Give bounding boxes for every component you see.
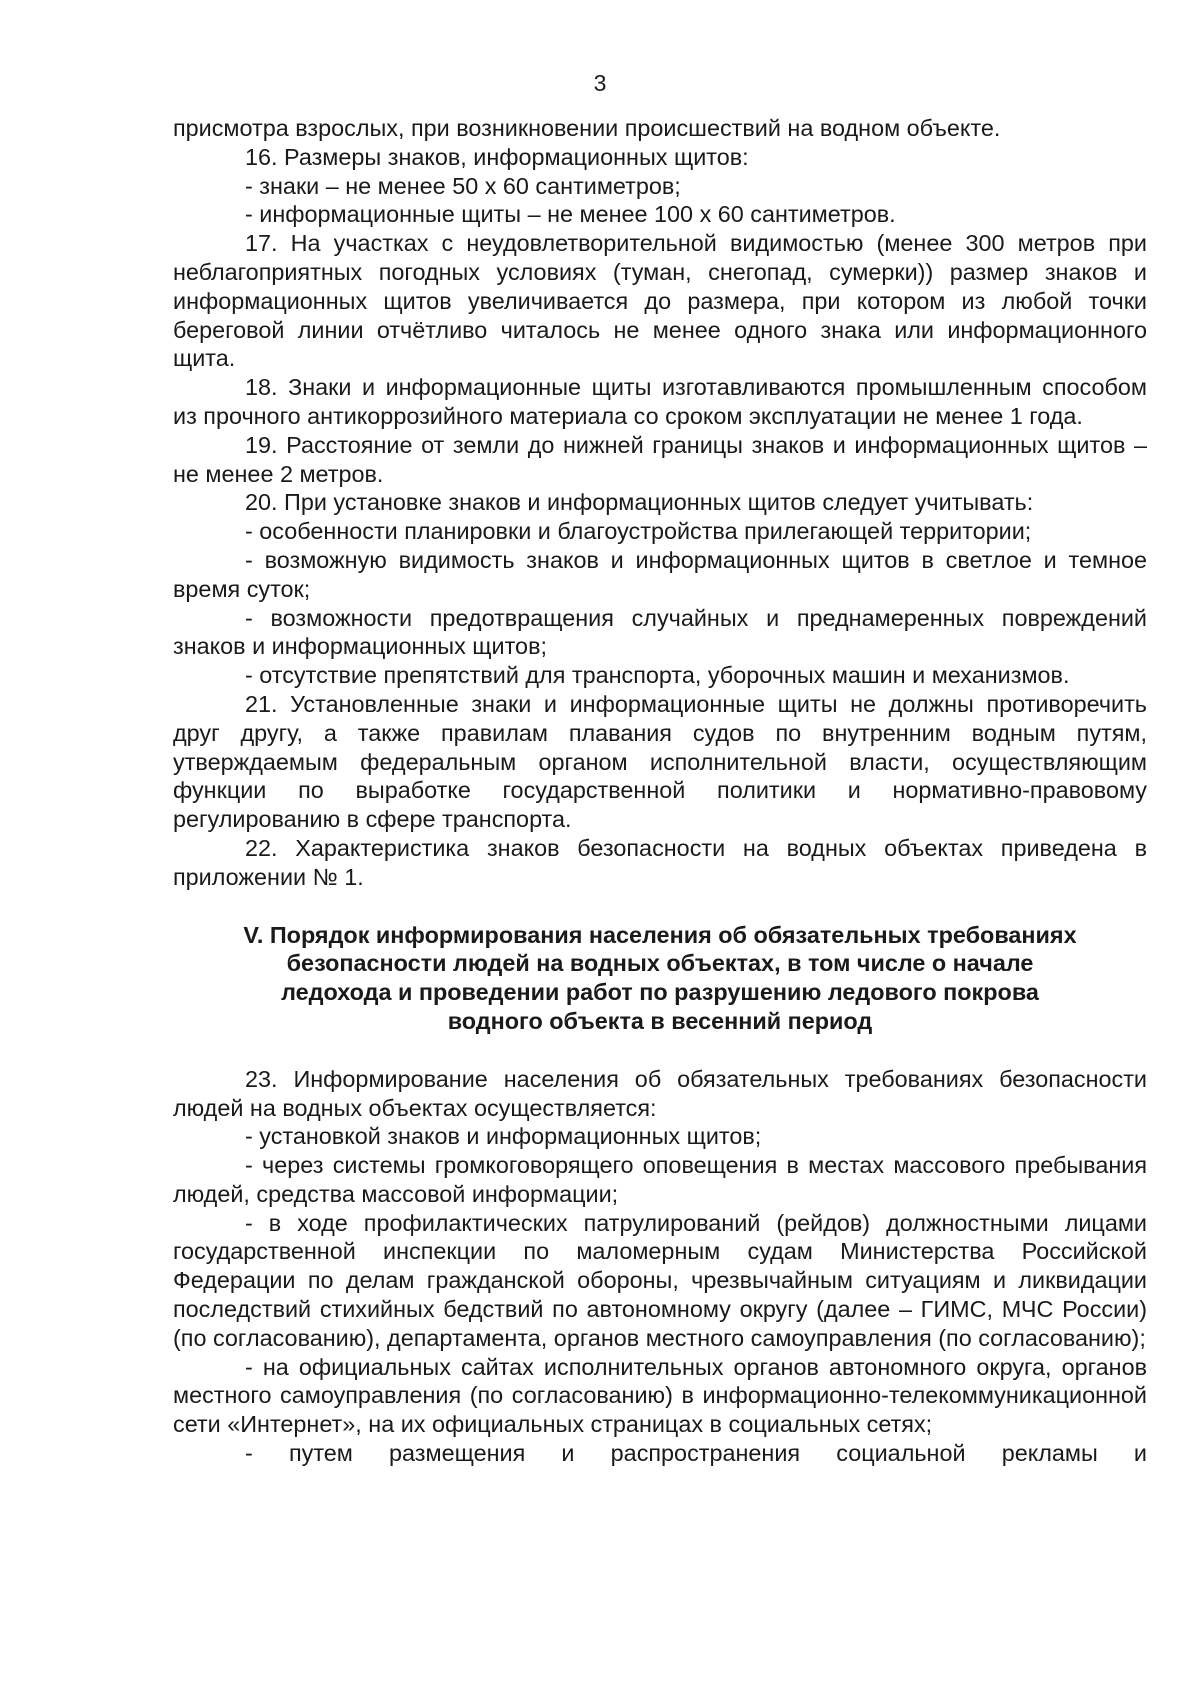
section-heading — [173, 921, 1147, 1036]
section-heading-line: водного объекта в весенний период — [447, 1007, 873, 1034]
paragraph: 16. Размеры знаков, информационных щитов: — [245, 143, 749, 170]
paragraph: - путем размещения и распространения социальной рекламы и — [245, 1440, 1147, 1467]
document-body — [173, 114, 1147, 1468]
paragraph: - установкой знаков и информационных щитов; — [245, 1123, 762, 1150]
section-heading-line: безопасности людей на водных объектах, в том числе о начале — [286, 950, 1034, 977]
paragraph: - отсутствие препятствий для транспорта, уборочных машин и механизмов. — [245, 662, 1070, 689]
paragraph: - знаки – не менее 50 х 60 сантиметров; — [245, 172, 681, 199]
page-number: 3 — [593, 70, 607, 96]
paragraph: 22. Характеристика знаков безопасности на водных объектах приведена в приложении № 1. — [173, 834, 1147, 890]
paragraph: 20. При установке знаков и информационных щитов следует учитывать: — [245, 489, 1034, 516]
paragraphs-after-heading — [173, 1065, 1147, 1468]
paragraph: - на официальных сайтах исполнительных органов автономного округа, органов местного самоуправления (по согласованию) в информационно-телекоммуникационной сети «Интернет», на их официальных страницах в социальных сетях; — [173, 1353, 1147, 1438]
paragraph: - информационные щиты – не менее 100 х 60 сантиметров. — [245, 201, 896, 228]
paragraphs-before-heading — [173, 114, 1147, 892]
paragraph: - возможную видимость знаков и информационных щитов в светлое и темное время суток; — [173, 546, 1147, 602]
paragraph: - особенности планировки и благоустройства прилегающей территории; — [245, 518, 1032, 545]
paragraph: 23. Информирование населения об обязательных требованиях безопасности людей на водных объектах осуществляется: — [173, 1065, 1147, 1121]
paragraph: 21. Установленные знаки и информационные щиты не должны противоречить друг другу, а также правилам плавания судов по внутренним водным путям, утверждаемым федеральным органом исполнительной власти, осуществляющим функции по выработке государственной политики и нормативно-правовому регулированию в сфере транспорта. — [173, 690, 1147, 833]
paragraph: - возможности предотвращения случайных и преднамеренных повреждений знаков и информационных щитов; — [173, 604, 1147, 660]
paragraph: - через системы громкоговорящего оповещения в местах массового пребывания людей, средства массовой информации; — [173, 1152, 1147, 1207]
paragraph: - в ходе профилактических патрулирований (рейдов) должностными лицами государственной инспекции по маломерным судам Министерства Российской Федерации по делам гражданской обороны, чрезвычайным ситуациям и ликвидации последствий стихийных бедствий по автономному округу (далее – ГИМС, МЧС России) (по согласованию), департамента, органов местного самоуправления (по согласованию); — [173, 1209, 1147, 1351]
paragraph: 17. На участках с неудовлетворительной видимостью (менее 300 метров при неблагоприятных погодных условиях (туман, снегопад, сумерки)) размер знаков и информационных щитов увеличивается до размера, при котором из любой точки береговой линии отчётливо читалось не менее одного знака или информационного щита. — [173, 230, 1147, 372]
paragraph: 19. Расстояние от земли до нижней границы знаков и информационных щитов – не менее 2 метров. — [173, 431, 1147, 487]
section-heading-line: V. Порядок информирования населения об обязательных требованиях — [243, 921, 1077, 948]
paragraph: присмотра взрослых, при возникновении происшествий на водном объекте. — [173, 115, 1001, 141]
section-heading-line: ледохода и проведении работ по разрушению ледового покрова — [281, 979, 1039, 1006]
paragraph: 18. Знаки и информационные щиты изготавливаются промышленным способом из прочного антикоррозийного материала со сроком эксплуатации не менее 1 года. — [173, 374, 1147, 429]
